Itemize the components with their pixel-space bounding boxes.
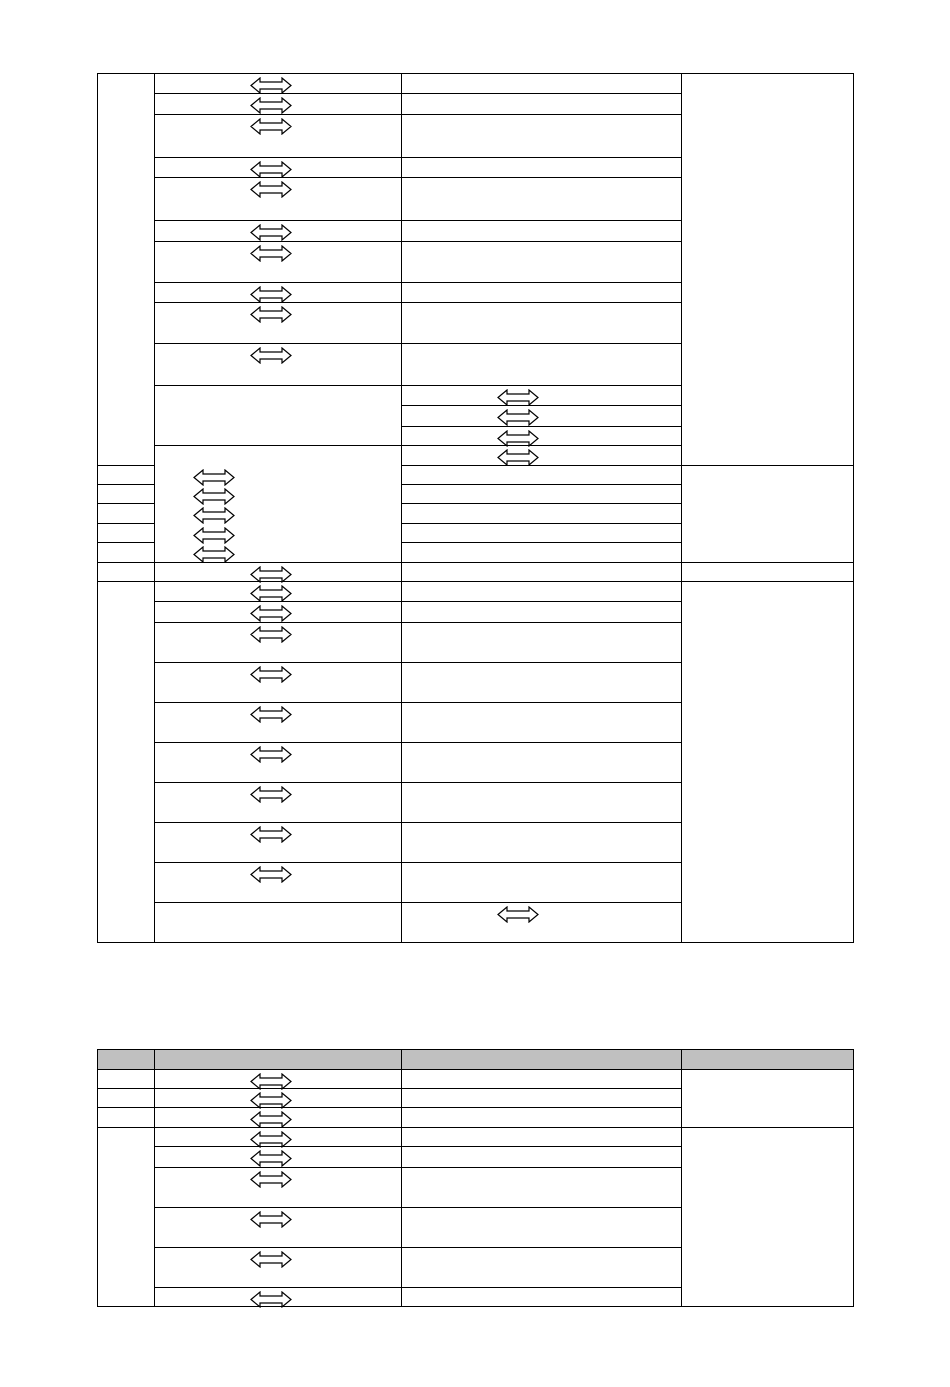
left-right-arrow-icon — [250, 1150, 292, 1167]
left-right-arrow-icon — [497, 449, 539, 466]
left-right-arrow-icon — [250, 1111, 292, 1128]
source-cell — [155, 703, 402, 743]
target-cell — [402, 1248, 682, 1288]
target-cell — [402, 863, 682, 903]
source-cell — [155, 863, 402, 903]
source-cell — [402, 406, 682, 427]
target-cell — [402, 303, 682, 344]
left-right-arrow-icon — [193, 546, 235, 563]
left-right-arrow-icon — [250, 786, 292, 803]
left-right-arrow-icon — [250, 1251, 292, 1268]
source-cell — [155, 563, 402, 582]
left-right-arrow-icon — [193, 469, 235, 486]
left-right-arrow-icon — [250, 161, 292, 178]
group-cell — [98, 1070, 155, 1089]
header-cell — [682, 1050, 854, 1070]
left-right-arrow-icon — [250, 1131, 292, 1148]
source-cell — [155, 783, 402, 823]
target-cell — [402, 524, 682, 543]
group-cell — [155, 386, 402, 446]
left-right-arrow-icon — [250, 77, 292, 94]
target-cell — [402, 743, 682, 783]
target-cell — [402, 344, 682, 386]
source-cell — [155, 74, 402, 94]
left-right-arrow-icon — [250, 626, 292, 643]
source-cell — [155, 303, 402, 344]
source-cell — [402, 427, 682, 446]
target-cell — [402, 74, 682, 94]
left-right-arrow-icon — [250, 306, 292, 323]
source-cell — [155, 663, 402, 703]
left-right-arrow-icon — [193, 507, 235, 524]
target-cell — [402, 602, 682, 623]
left-right-arrow-icon — [250, 666, 292, 683]
table-row — [98, 1128, 854, 1147]
left-right-arrow-icon — [250, 1211, 292, 1228]
note-cell — [682, 1070, 854, 1128]
source-cell — [155, 242, 402, 283]
target-cell — [402, 1089, 682, 1108]
target-cell — [402, 1208, 682, 1248]
source-cell — [155, 623, 402, 663]
source-cell — [155, 1208, 402, 1248]
table-row — [98, 466, 854, 485]
left-right-arrow-icon — [250, 706, 292, 723]
source-cell — [155, 158, 402, 178]
source-cell — [98, 504, 155, 524]
source-cell — [98, 485, 155, 504]
target-cell — [402, 115, 682, 158]
target-cell — [402, 1128, 682, 1147]
header-cell — [402, 1050, 682, 1070]
note-cell — [682, 1128, 854, 1307]
left-right-arrow-icon — [250, 286, 292, 303]
left-right-arrow-icon — [250, 746, 292, 763]
target-cell — [402, 823, 682, 863]
target-cell — [402, 1108, 682, 1128]
header-cell — [155, 1050, 402, 1070]
left-right-arrow-icon — [250, 347, 292, 364]
source-cell — [402, 446, 682, 466]
target-cell — [402, 94, 682, 115]
left-right-arrow-icon — [250, 866, 292, 883]
source-cell — [155, 115, 402, 158]
target-cell — [402, 1070, 682, 1089]
target-cell — [402, 221, 682, 242]
target-cell — [402, 582, 682, 602]
target-cell — [402, 663, 682, 703]
left-right-arrow-icon — [497, 409, 539, 426]
target-cell — [402, 1168, 682, 1208]
target-cell — [402, 178, 682, 221]
source-cell — [155, 178, 402, 221]
left-right-arrow-icon — [497, 430, 539, 447]
target-cell — [402, 1288, 682, 1307]
left-right-arrow-icon — [250, 585, 292, 602]
group-cell — [98, 1089, 155, 1108]
left-right-arrow-icon — [250, 181, 292, 198]
source-cell — [155, 344, 402, 386]
left-right-arrow-icon — [250, 826, 292, 843]
note-cell — [682, 466, 854, 563]
target-cell — [402, 283, 682, 303]
mapping-table-2 — [97, 1049, 854, 1307]
left-right-arrow-icon — [250, 605, 292, 622]
group-cell — [98, 1128, 155, 1307]
table-row — [98, 74, 854, 94]
target-cell — [402, 563, 682, 582]
group-cell — [155, 446, 402, 563]
source-cell — [155, 582, 402, 602]
source-cell — [402, 903, 682, 943]
source-cell — [155, 283, 402, 303]
left-right-arrow-icon — [250, 245, 292, 262]
target-cell — [402, 1147, 682, 1168]
target-cell — [402, 703, 682, 743]
note-cell — [682, 74, 854, 466]
left-right-arrow-icon — [250, 1171, 292, 1188]
target-cell — [402, 158, 682, 178]
source-cell — [98, 524, 155, 543]
source-cell — [155, 1070, 402, 1089]
source-cell — [155, 823, 402, 863]
left-right-arrow-icon — [250, 1092, 292, 1109]
group-cell — [98, 1108, 155, 1128]
source-cell — [155, 94, 402, 115]
group-cell — [98, 74, 155, 466]
source-cell — [155, 1147, 402, 1168]
source-cell — [155, 743, 402, 783]
source-cell — [155, 1248, 402, 1288]
target-cell — [402, 485, 682, 504]
left-right-arrow-icon — [250, 1291, 292, 1308]
left-right-arrow-icon — [497, 906, 539, 923]
source-cell — [155, 221, 402, 242]
source-cell — [155, 1288, 402, 1307]
target-cell — [402, 783, 682, 823]
table-row — [98, 1070, 854, 1089]
left-right-arrow-icon — [193, 527, 235, 544]
source-cell — [155, 1128, 402, 1147]
left-right-arrow-icon — [250, 566, 292, 583]
source-cell — [155, 1168, 402, 1208]
target-cell — [402, 543, 682, 563]
left-right-arrow-icon — [250, 224, 292, 241]
left-right-arrow-icon — [497, 389, 539, 406]
table-header-row — [98, 1050, 854, 1070]
group-cell — [98, 563, 155, 582]
source-cell — [155, 602, 402, 623]
target-cell — [402, 466, 682, 485]
group-cell — [98, 582, 155, 943]
source-cell — [155, 1108, 402, 1128]
source-cell — [98, 466, 155, 485]
table-row — [98, 582, 854, 602]
header-cell — [98, 1050, 155, 1070]
note-cell — [682, 563, 854, 582]
left-right-arrow-icon — [250, 97, 292, 114]
group-cell — [155, 903, 402, 943]
left-right-arrow-icon — [193, 488, 235, 505]
target-cell — [402, 504, 682, 524]
source-cell — [98, 543, 155, 563]
left-right-arrow-icon — [250, 118, 292, 135]
mapping-table-1 — [97, 73, 854, 943]
table-row — [98, 563, 854, 582]
target-cell — [402, 623, 682, 663]
left-right-arrow-icon — [250, 1073, 292, 1090]
note-cell — [682, 582, 854, 943]
source-cell — [402, 386, 682, 406]
source-cell — [155, 1089, 402, 1108]
target-cell — [402, 242, 682, 283]
